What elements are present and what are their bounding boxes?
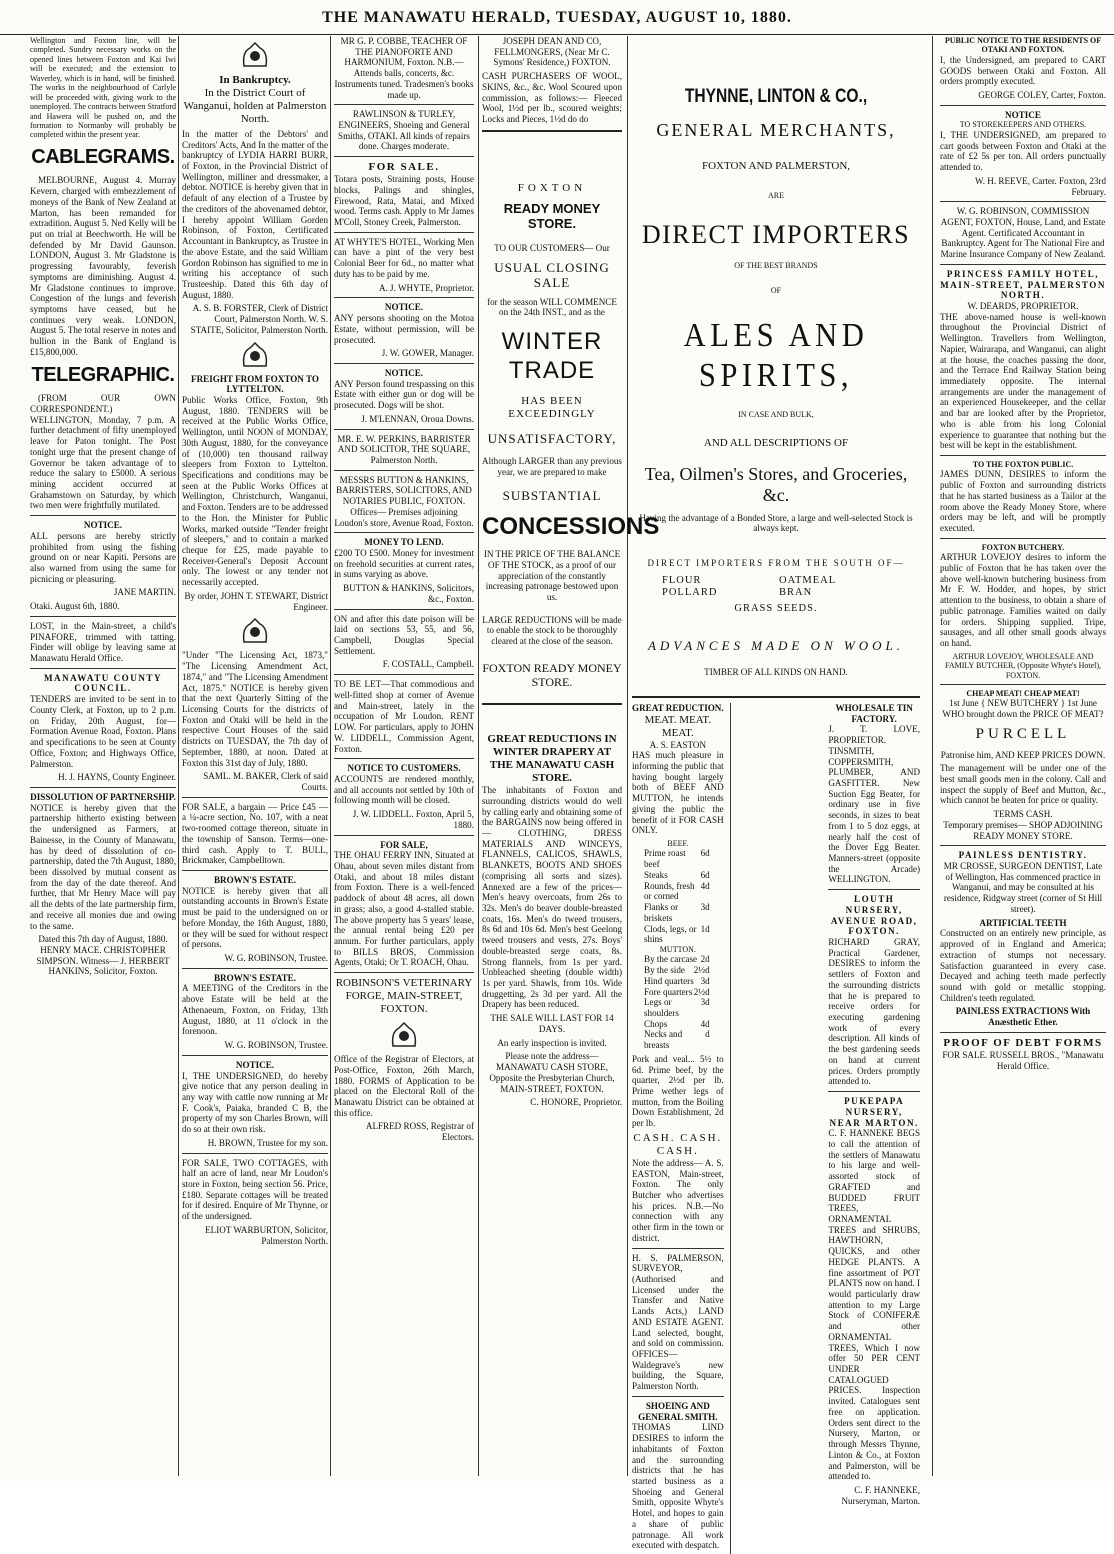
- winter-trade-title: WINTER TRADE: [501, 328, 603, 384]
- robinson-agent-ad: W. G. ROBINSON, COMMISSION AGENT, FOXTON, House, Land, and Estate Agent. Certificated Accountant in Bankruptcy. Agent for The National Fire and Marine Insurance Company of New Zealand.: [940, 206, 1106, 260]
- notice-heading: NOTICE.: [235, 1059, 275, 1070]
- price-row: [632, 987, 724, 998]
- general-merchants: GENERAL MERCHANTS,: [656, 120, 896, 141]
- meat-extra-prices: Pork and veal... 5½ to 6d. Prime beef, by the quarter, 2½d per lb. Prime wether legs of mutton, from the Boiling Down Establishment, 2d per lb.: [632, 1053, 724, 1129]
- exceedingly-line: HAS BEEN EXCEEDINGLY: [508, 394, 596, 420]
- of-label: OF: [770, 286, 782, 296]
- price-item: Chops: [644, 1018, 668, 1029]
- dunn-text: JAMES DUNN, DESIRES to inform the public of Foxton and surrounding districts that he has started business as a Tailor at the room above the Ready Money Store, where orders may be left, and will be promptly executed.: [940, 469, 1106, 534]
- price-row: [632, 954, 724, 965]
- premises-line: Temporary premises— SHOP ADJOINING READY MONEY STORE.: [943, 819, 1103, 841]
- browns-signature: W. G. ROBINSON, Trustee.: [224, 953, 328, 964]
- foxton-label: FOXTON: [517, 181, 587, 194]
- south-importers: DIRECT IMPORTERS FROM THE SOUTH OF—: [647, 558, 905, 569]
- notice-heading: NOTICE: [1005, 109, 1041, 120]
- price-value: d: [705, 1029, 710, 1040]
- teeth-text: Constructed on an entirely new principle, as approved of in England and America; extraction of stumps not necessary. Satisfaction guaranteed in every case. Decayed and aching teeth made perfectly sound with gold or metallic stopping. Children's teeth regulated.: [940, 928, 1106, 1003]
- mutton-price-list: [632, 954, 724, 1050]
- lower-ads: [632, 703, 920, 1554]
- sale-duration: THE SALE WILL LAST FOR 14 DAYS.: [490, 1013, 614, 1034]
- poison-notice: ON and after this date poison will be laid on sections 53, 55, and 56, Campbell, Douglas Special Settlement.: [334, 613, 474, 656]
- customers-signature: J. W. LIDDELL. Foxton, April 5, 1880.: [352, 809, 474, 830]
- case-bulk: IN CASE AND BULK,: [738, 409, 814, 419]
- licensing-text: "Under "The Licensing Act, 1873," "The Licensing Amendment Act, 1874," and "The Licensing Amendment Act, 1875." NOTICE is hereby given that the next Quarterly Sitting of the Licensing Courts for the districts of Foxton and Otaki will be held in the respective Court Houses of the said districts on TUESDAY, the 7th day of September, 1880, at noon. Dated at Foxton this 31st day of July, 1880.: [182, 650, 328, 768]
- column-rule: [330, 36, 331, 1476]
- tin-factory-text: J. T. LOVE, PROPRIETOR. TINSMITH, COPPERSMITH, PLUMBER, AND GASFITTER. New Suction Egg Beater, for ordinary use in five seconds, in sizes to beat from 1 to 5 doz eggs, at nearly half the cost of the Dover Egg Beater. Manners-street (opposite the Arcade) WELLINGTON.: [828, 724, 921, 885]
- dunn-heading: TO THE FOXTON PUBLIC.: [972, 460, 1074, 470]
- dissolution-text: NOTICE is hereby given that the partnership hitherto existing between the undersigned as Farmers, at Bainesse, in the County of Manawatu, has by deed of dissolution of co-partnership, dated the 7th August, 1880, been dissolved by mutual consent as from the day of the date thereof. And further, that Mr Henry Mace will pay all the debts of the late partnership firm, and receive all monies due and owing to the same.: [30, 802, 176, 931]
- foxton-rms-footer: FOXTON READY MONEY STORE.: [482, 660, 622, 690]
- ads-divider: [730, 703, 823, 1554]
- bonded-store-text: Having the advantage of a Bonded Store, a large and well-selected Stock is always kept.: [639, 512, 913, 534]
- council-text: TENDERS are invited to be sent in to County Clerk, at Foxton, up to 2 p.m. on Friday, 20th August, for— Formation Avenue Road, Foxton. Plans and specifications to be seen at County Office, Foxton; and Highways Office, Palmerston.: [30, 694, 176, 769]
- substantial-line: SUBSTANTIAL: [502, 487, 602, 503]
- customers-line: TO OUR CUSTOMERS— Our: [494, 243, 610, 254]
- lind-heading: SHOEING AND GENERAL SMITH.: [638, 1400, 718, 1422]
- drapery-text: The inhabitants of Foxton and surrounding districts would do well by calling early and obtaining some of the BARGAINS now being offered in— CLOTHING, DRESS MATERIALS AND WINCEYS, FLANNELS, CALICOS, SHAWLS, BLANKETS, BOOTS AND SHOES (comprising all sorts and sizes). Annexed are a few of the prices— Men's heavy overcoats, from 26s to 32s. Men's do beaver double-breasted coats, 16s. Men's do tweed trousers, 8s 6d and 10s 6d. Men's best Geelong tweed trousers and vests, 27s. Boys' double-breasted serge coats, 8s. Strong flannels, from 1s per yard. Unbleached sheeting (double width) 1s per yard. Shawls, from 10s. Wide druggetting, 2s 3d per yard. All the Drapery has been reduced.: [482, 785, 622, 1010]
- browns-meeting: A MEETING of the Creditors in the above Estate will be held at the Athenaeum, Foxton, on Friday, 13th August, 1880, at 11 o'clock in the forenoon.: [182, 983, 328, 1037]
- notice-heading: NOTICE.: [83, 520, 123, 531]
- price-row: [632, 848, 724, 869]
- notice-heading: NOTICE.: [384, 302, 424, 313]
- winter-drapery-heading: GREAT REDUCTIONS IN WINTER DRAPERY AT THE MANAWATU CASH STORE.: [487, 733, 617, 785]
- cottage-signature: ELIOT WARBURTON, Solicitor, Palmerston North.: [205, 1224, 328, 1246]
- mutton-label: MUTTON.: [659, 944, 696, 954]
- new-butchery-line: 1st June { NEW BUTCHERY } 1st June: [949, 698, 1097, 709]
- cottage-sale: FOR SALE, TWO COTTAGES, with half an acre of land, near Mr Loudon's store in Foxton, being section 56. Price, £180. Separate cottages will be treated for if desired. Enquire of Mr Thynne, or of the undersigned.: [182, 1157, 328, 1222]
- column-rule: [627, 36, 628, 1476]
- ads-left: [632, 703, 724, 1554]
- price-item: Prime roast beef: [644, 848, 686, 870]
- inspection-invite: An early inspection is invited.: [497, 1037, 607, 1048]
- price-row: [632, 881, 724, 902]
- price-value: 3d: [700, 902, 710, 913]
- meat-heading: GREAT REDUCTION.: [632, 702, 724, 713]
- unsatisfactory-line: UNSATISFACTORY,: [487, 430, 617, 446]
- royal-crest-icon: [387, 1020, 421, 1050]
- extractions-line: PAINLESS EXTRACTIONS With Anæsthetic Ether.: [955, 1006, 1091, 1028]
- tea-groceries: Tea, Oilmen's Stores, and Groceries, &c.: [644, 464, 908, 506]
- whyte-ad: AT WHYTE'S HOTEL, Working Men can have a pint of the very best Colonial Beer for 6d., no matter what duty has to be paid by me.: [334, 236, 474, 279]
- bankruptcy-court: In the District Court of Wanganui, holden at Palmerston North.: [183, 86, 327, 125]
- masthead-title: THE MANAWATU HERALD, TUESDAY, AUGUST 10, 1880.: [322, 9, 792, 26]
- price-value: 3d: [700, 975, 710, 986]
- ferry-heading: FOR SALE,: [380, 839, 428, 850]
- timber-line: TIMBER OF ALL KINDS ON HAND.: [704, 667, 848, 678]
- notice-signature: JANE MARTIN.: [113, 587, 176, 598]
- browns-heading: BROWN'S ESTATE.: [213, 972, 297, 983]
- column-rule: [478, 36, 479, 1476]
- price-row: [632, 924, 724, 945]
- are-label: ARE: [768, 190, 784, 200]
- column-5: [632, 36, 921, 1551]
- price-value: 3d: [700, 997, 710, 1008]
- notice-date: Otaki. August 6th, 1880.: [30, 601, 120, 612]
- reductions-text: LARGE REDUCTIONS will be made to enable the stock to be thoroughly cleared at the close of the season.: [482, 614, 622, 647]
- price-row: [632, 965, 724, 976]
- price-value: 2½d: [693, 986, 710, 997]
- price-row: [632, 870, 724, 881]
- button-hankins-ad: MESSRS BUTTON & HANKINS, BARRISTERS, SOLICITORS, AND NOTARIES PUBLIC, FOXTON. Offices— Premises adjoining Loudon's store, Avenue Road, Foxton.: [334, 474, 474, 528]
- dentistry-text: MR CROSSE, SURGEON DENTIST, Late of Wellington, Has commenced practice in Wanganui, and may be consulted at his residence, Ridgway street (corner of St Hill street).: [943, 861, 1103, 914]
- telegraphic-heading: TELEGRAPHIC.: [31, 363, 175, 386]
- notice-signature: J. M'LENNAN, Oroua Downs.: [361, 413, 474, 424]
- column-rule: [932, 36, 933, 1476]
- notice-text: ANY Person found trespassing on this Estate with either gun or dog will be prosecuted. Dogs will be shot.: [334, 378, 474, 411]
- price-item: Clods, legs, or shins: [644, 923, 697, 945]
- price-value: 4d: [700, 1018, 710, 1029]
- price-value: 1d: [700, 923, 710, 934]
- poison-signature: F. COSTALL, Campbell.: [382, 659, 474, 670]
- column-6: [940, 36, 1106, 1476]
- price-item: By the carcase: [644, 954, 698, 965]
- price-value: 6d: [700, 848, 710, 859]
- ales-spirits: ALES AND SPIRITS,: [683, 316, 869, 394]
- price-value: 2d: [700, 954, 710, 965]
- dissolution-heading: DISSOLUTION OF PARTNERSHIP.: [30, 791, 176, 802]
- bankruptcy-text: In the matter of the Debtors' and Creditors' Acts, And In the matter of the bankruptcy of LYDIA HARRI BURR, of Foxton, in the Provincial District of Wellington, milliner and dressmaker, a debtor. NOTICE is hereby given that in default of any election of a Trustee by the creditors of the abovenamed debtor, I hereby appoint William Gorden Robinson, of Foxton, Certificated Accountant in Bankruptcy, as Trustee in the above Estate, and the said William Gordon Robinson has signified to me in writing his acceptance of such Trusteeship. Dated this 6th day of August, 1880.: [182, 128, 328, 300]
- notice-signature: H. BROWN, Trustee for my son.: [207, 1137, 328, 1148]
- browns-heading: BROWN'S ESTATE.: [213, 875, 297, 885]
- butchery-signature: ARTHUR LOVEJOY, WHOLESALE AND FAMILY BUTCHER, (Opposite Whyte's Hotel), FOXTON.: [944, 651, 1102, 680]
- all-descriptions: AND ALL DESCRIPTIONS OF: [703, 437, 849, 450]
- goods-item: FLOUR: [662, 574, 702, 586]
- column-3: [334, 36, 474, 1476]
- public-notice-heading: PUBLIC NOTICE TO THE RESIDENTS OF OTAKI AND FOXTON.: [944, 36, 1102, 55]
- forsale-text: Totara posts, Straining posts, House blocks, Palings and shingles, Firewood, Rata, Matai, and Mixed wood. Terms cash. Apply to Mr James M'Coll, Stoney Creek, Palmerston.: [334, 174, 474, 228]
- cablegrams-heading: CABLEGRAMS.: [31, 145, 175, 168]
- dean-text: CASH PURCHASERS OF WOOL, SKINS, &c., &c. Wool Scoured upon commission, as follows:— Fleeced Wool, 1½d per lb., scoured weights; Locks and Pieces, 1½d do do: [482, 71, 622, 125]
- royal-crest-icon: [238, 340, 272, 370]
- cablegrams-text: MELBOURNE, August 4. Murray Kevern, charged with embezzlement of moneys of the Bank of New Zealand at Marton, has been remanded for extradition. August 5. Ned Kelly will be put on trial at Beechworth. He will be defended by Mr David Gaunson. LONDON, August 3. Mr Gladstone is progressing favourably, feverish symptoms are diminishing. August 4. Mr Gladstone continues to improve. Congestion of the lungs and feverish symptoms have ceased, but he continues very weak. LONDON, August 5. The total reserve in notes and bullion in the Bank of England is £15,800,000.: [30, 175, 176, 357]
- ready-money-store-title: READY MONEY STORE.: [503, 200, 601, 232]
- beef-label: BEEF.: [667, 839, 689, 849]
- proof-forms-heading: PROOF OF DEBT FORMS: [943, 1036, 1103, 1049]
- column-1: [30, 36, 176, 1476]
- palmerson-ad: H. S. PALMERSON, SURVEYOR, (Authorised and Licensed under the Transfer and Native Lands Acts,) LAND AND ESTATE AGENT. Land selected, bought, and sold on commission. OFFICES—Waldegrave's new building, the Square, Palmerston North.: [632, 1252, 724, 1392]
- telegraphic-text: (FROM OUR OWN CORRESPONDENT.) WELLINGTON, Monday, 7 p.m. A further detachment of fifty unemployed leave for Paton tonight. The Post tonight urge that the present change of Governor be taken advantage of to reduce the salary to £5000. A serious mining accident occurred at Grahamstown on Saturday, by which two men were frightfully mutilated.: [30, 393, 176, 511]
- price-item: Steaks: [644, 869, 668, 880]
- forsale-heading: FOR SALE.: [368, 161, 440, 174]
- meat-signature: A. S. EASTON: [649, 739, 707, 750]
- goods-list: [632, 575, 920, 600]
- purcell-name: PURCELL: [975, 725, 1071, 742]
- best-brands: OF THE BEST BRANDS: [734, 260, 818, 270]
- pukepapa-signature: C. F. HANNEKE, Nurseryman, Marton.: [841, 1484, 921, 1506]
- freight-text: Public Works Office, Foxton, 9th August, 1880. TENDERS will be received at the Public Works Office, Wellington, until NOON of MONDAY, 30th August, 1880, for the conveyance of (10,000) ten thousand railway sleepers from Foxton to Lyttelton. Specifications and conditions may be seen at the Public Works Offices at Wellington, Christchurch, Wanganui, and Foxton. Tenders are to be addressed to the Hon. the Minister for Public Works, marked outside "Tender freight of sleepers," and to contain a marked cheque for £25, made payable to Receiver-General's Deposit Account only. The lowest or any tender not necessarily accepted.: [182, 394, 328, 588]
- princess-text: THE above-named house is well-known throughout the Provincial District of Wellington. Travellers from Wellington, Napier, Wairarapa, and Wanganui, can alight at the house, the coaches passing the door, and the Terrace End Railway Station being immediately opposite. The internal arrangements are under the management of an experienced Housekeeper, and the cellar and bar are looked after by the Proprietor, who is able from his long Colonial experience to guarantee that nothing but the best will be kept in the establishment.: [940, 311, 1106, 451]
- price-value: 2½d: [693, 965, 710, 976]
- bankruptcy-heading: In Bankruptcy.: [219, 74, 291, 86]
- bankruptcy-signature: A. S. B. FORSTER, Clerk of District Court, Palmerston North. W. S. STAITE, Solicitor, Palmerston North.: [190, 303, 328, 335]
- cheap-meat-heading: CHEAP MEAT! CHEAP MEAT!: [966, 689, 1080, 698]
- price-item: Flanks or briskets: [644, 902, 679, 923]
- price-value: 6d: [700, 869, 710, 880]
- meat-subheading: MEAT. MEAT. MEAT.: [644, 713, 712, 739]
- tolet-ad: TO BE LET—That commodious and well-fitted shop at corner of Avenue and Main-street, lately in the occupation of Mr Loudon. RENT LOW. For particulars, apply to JOHN W. LIDDELL, Commission Agent, Foxton.: [334, 679, 474, 754]
- whyte-signature: A. J. WHYTE, Proprietor.: [378, 282, 474, 293]
- robinson-forge-ad: ROBINSON'S VETERINARY FORGE, MAIN-STREET, FOXTON.: [335, 977, 473, 1016]
- ads-right: [828, 703, 920, 1554]
- money-heading: MONEY TO LEND.: [364, 537, 444, 548]
- lind-text: THOMAS LIND DESIRES to inform the inhabitants of Foxton and the surrounding districts that he has started business as a Shoeing and General Smith, opposite Whyte's Hotel, and hopes to gain a share of public patronage. All work executed with despatch.: [632, 1422, 724, 1551]
- advances-wool: ADVANCES MADE ON WOOL.: [647, 637, 905, 653]
- pukepapa-text: C. F. HANNEKE BEGS to call the attention of the settlers of Manawatu to his large and well-assorted stock of GRAFTED and BUDDED FRUIT TREES, ORNAMENTAL TREES and SHRUBS, HAWTHORN, QUICKS, and other HEDGE PLANTS. A fine assortment of POT PLANTS now on hand. I would particularly draw attention to my Large Stock of CONIFERÆ and other ORNAMENTAL TREES, Which I now offer 50 PER CENT UNDER CATALOGUED PRICES. Inspection invited. Catalogues sent free on application. Orders sent direct to the Nursery, Marton, or through Messrs Thynne, Linton & Co., at Foxton and Palmerston, will be attended to.: [828, 1128, 921, 1482]
- price-item: Rounds, fresh or corned: [644, 880, 695, 902]
- freight-signature: By order, JOHN T. STEWART, District Engineer.: [184, 590, 328, 612]
- royal-crest-icon: [238, 40, 272, 70]
- price-row: [632, 976, 724, 987]
- cash-store-address: Please note the address— MANAWATU CASH STORE, Opposite the Presbyterian Church, MAIN-STREET, FOXTON.: [489, 1051, 615, 1094]
- patronise-line: Patronise him, AND KEEP PRICES DOWN.: [940, 749, 1106, 760]
- forsale-section: FOR SALE, a bargain — Price £45 — a ¼-acre section, No. 107, with a neat two-roomed cottage thereon, situate in the township of Sanson. Terms—one-third cash. Apply to T. BULL, Brickmaker, Campbelltown.: [182, 801, 328, 866]
- dean-heading: JOSEPH DEAN AND CO, FELLMONGERS, (Near Mr C. Symons' Residence,) FOXTON.: [493, 36, 611, 68]
- licensing-signature: SAML. M. BAKER, Clerk of said Courts.: [203, 771, 328, 792]
- news-lead: Wellington and Foxton line, will be completed. Sundry necessary works on the opened lines between Foxton and Kai Iwi will be executed; and the extension to Waverley, which is in hand, will be finished. The works in the neighbourhood of Carlyle will be proceeded with, giving work to the unemployed. The contracts between Stratford and Hawera will be pushed on, and the formation to Normanby will probably be completed within the present year.: [30, 36, 176, 140]
- price-item: Hind quarters: [644, 975, 694, 986]
- customers-text: ACCOUNTS are rendered monthly, and all accounts not settled by 10th of following month will be closed.: [334, 773, 474, 806]
- price-row: [632, 902, 724, 923]
- louth-heading: LOUTH NURSERY, AVENUE ROAD, FOXTON.: [830, 894, 918, 937]
- terms-cash: TERMS CASH.: [993, 809, 1053, 820]
- goods-item: POLLARD: [662, 587, 718, 599]
- goods-item: OATMEAL: [779, 574, 837, 586]
- cobbe-ad: MR G. P. COBBE, TEACHER OF THE PIANOFORTE AND HARMONIUM, Foxton. N.B.—Attends balls, concerts, &c. Instruments tuned. Tradesmen's books made up.: [334, 36, 474, 100]
- ferry-text: THE OHAU FERRY INN, Situated at Ohau, about seven miles distant from Otaki, and about 18 miles distant from Foxton. There is a well-fenced paddock of about 48 acres, all down in grass; also, a good 4-stalled stable. The above property has 5 years' lease, the annual rental being £20 per annum. For further particulars, apply to BILLS BROS, Commission Agents, Otaki; Or T. ROACH, Ohau.: [334, 850, 474, 968]
- pukepapa-heading: PUKEPAPA NURSERY, NEAR MARTON.: [829, 1096, 919, 1128]
- notice-text: ALL persons are hereby strictly prohibited from using the fishing ground on or near Kapiti. Persons are also warned from using the same for picnicing or pleasuring.: [30, 530, 176, 584]
- price-row: [632, 1019, 724, 1030]
- princess-proprietor: W. DEARDS, PROPRIETOR.: [967, 300, 1079, 311]
- butchery-heading: FOXTON BUTCHERY.: [981, 542, 1065, 552]
- public-notice-text: I, the Undersigned, am prepared to CART GOODS between Otaki and Foxton. All orders promptly executed.: [940, 54, 1106, 87]
- butchery-text: ARTHUR LOVEJOY desires to inform the public of Foxton that he has taken over the above well-known butchering business from Mr F. W. Hodder, and hopes, by strict attention to the business, to obtain a share of public patronage. Families waited on daily for orders. Shipping supplied. Tripe, sausages, and all other small goods always on hand.: [940, 552, 1106, 648]
- dentistry-heading: PAINLESS DENTISTRY.: [958, 850, 1088, 861]
- although-line: Although LARGER than any previous year, we are prepared to make: [482, 456, 622, 477]
- price-item: By the side: [644, 965, 685, 976]
- closing-sale-title: USUAL CLOSING SALE: [494, 260, 610, 291]
- dissolution-signature: Dated this 7th day of August, 1880. HENRY MACE. CHRISTOPHER SIMPSON. Witness— J. HERBERT HANKINS, Solicitor, Foxton.: [36, 934, 170, 977]
- meat-text: HAS much pleasure in informing the public that having bought largely both of BEEF AND MUTTON, he intends giving the public the benefit of it FOR CASH ONLY.: [632, 750, 724, 836]
- column-rule: [178, 36, 179, 1476]
- lost-notice: LOST, in the Main-street, a child's PINAFORE, trimmed with tatting. Finder will oblige by leaving same at Manawatu Herald Office.: [30, 620, 176, 664]
- concessions-title: CONCESSIONS: [482, 512, 660, 540]
- perkins-ad: MR. E. W. PERKINS, BARRISTER AND SOLICITOR, THE SQUARE, Palmerston North.: [337, 433, 471, 465]
- firm-name: THYNNE, LINTON & CO.,: [684, 86, 868, 107]
- browns-meeting-signature: W. G. ROBINSON, Trustee.: [224, 1040, 328, 1051]
- cash-line: CASH. CASH. CASH.: [633, 1131, 723, 1157]
- teeth-heading: ARTIFICIAL TEETH: [979, 917, 1067, 928]
- customers-heading: NOTICE TO CUSTOMERS.: [347, 763, 461, 774]
- meat-address: Note the address— A. S. EASTON, Main-street, Foxton. The only Butcher who advertises his prices. N.B.—No connection with any other firm in the town or district.: [632, 1157, 724, 1243]
- price-item: Fore quarters: [644, 986, 693, 997]
- public-notice-signature: GEORGE COLEY, Carter, Foxton.: [978, 90, 1106, 101]
- grass-seeds: GRASS SEEDS.: [734, 603, 818, 615]
- who-line: WHO brought down the PRICE OF MEAT?: [942, 709, 1104, 720]
- price-value: 4d: [700, 880, 710, 891]
- goods-item: BRAN: [779, 587, 813, 599]
- notice-signature: J. W. GOWER, Manager.: [381, 348, 474, 359]
- registrar-text: Office of the Registrar of Electors, at Post-Office, Foxton, 26th March, 1880. FORMS of Application to be placed on the Electoral Roll of the Manawatu District can be obtained at this office.: [334, 1054, 474, 1118]
- notice-subheading: TO STOREKEEPERS AND OTHERS.: [959, 120, 1087, 130]
- tin-factory-heading: WHOLESALE TIN FACTORY.: [835, 702, 913, 724]
- price-row: [632, 1029, 724, 1050]
- freight-heading: FREIGHT FROM FOXTON TO LYTTELTON.: [191, 373, 319, 395]
- masthead: [0, 0, 1114, 35]
- price-item: Necks and breasts: [644, 1029, 683, 1051]
- money-signature: BUTTON & HANKINS, Solicitors, &c., Foxton.: [343, 583, 474, 604]
- direct-importers: DIRECT IMPORTERS: [641, 220, 911, 250]
- balance-text: IN THE PRICE OF THE BALANCE OF THE STOCK, as a proof of our appreciation of the constantly increasing patronage bestowed upon us.: [483, 549, 621, 603]
- beef-price-list: [632, 848, 724, 944]
- firm-location: FOXTON AND PALMERSTON,: [701, 159, 851, 172]
- money-text: £200 TO £500. Money for investment on freehold securities at current rates, in sums varying as above.: [334, 548, 474, 580]
- column-2: [182, 36, 328, 1476]
- price-item: Legs or shoulders: [644, 997, 679, 1018]
- council-signature: H. J. HAYNS, County Engineer.: [58, 772, 176, 783]
- royal-crest-icon: [238, 616, 272, 646]
- princess-hotel-heading: PRINCESS FAMILY HOTEL, MAIN-STREET, PALMERSTON NORTH.: [940, 268, 1106, 301]
- notice-heading: NOTICE.: [384, 367, 424, 378]
- notice-text: I, THE UNDERSIGNED, do hereby give notice that any person dealing in any way with cattle now running at Mr F. Cook's, Paiaka, branded C B, the property of my son Charles Brown, will do so at their own risk.: [182, 1070, 328, 1135]
- notice-text: I, THE UNDERSIGNED, am prepared to cart goods between Foxton and Otaki at the rate of £2 5s per ton. All orders punctually attended to.: [940, 129, 1106, 173]
- browns-text: NOTICE is hereby given that all outstanding accounts in Brown's Estate must be paid to the undersigned on or before Monday, the 16th August, 1880, or they will be sued for without respect of persons.: [182, 885, 328, 950]
- notice-text: ANY persons shooting on the Motoa Estate, without permission, will be prosecuted.: [334, 313, 474, 345]
- cash-store-signature: C. HONORE, Proprietor.: [530, 1097, 622, 1108]
- council-heading: MANAWATU COUNTY COUNCIL.: [43, 672, 163, 694]
- price-row: [632, 997, 724, 1018]
- proof-forms-sub: FOR SALE. RUSSELL BROS., "Manawatu Herald Office.: [942, 1049, 1104, 1071]
- registrar-signature: ALFRED ROSS, Registrar of Electors.: [365, 1121, 474, 1143]
- season-text: for the season WILL COMMENCE on the 24th INST., and as the: [487, 296, 617, 318]
- notice-signature: W. H. REEVE, Carter. Foxton, 23rd February.: [974, 175, 1106, 197]
- purcell-text: The management will be under one of the best small goods men in the colony. Call and inspect the supply of Beef and Mutton, &c., which cannot be beaten for price or quality.: [940, 763, 1106, 806]
- rawlinson-ad: RAWLINSON & TURLEY, ENGINEERS, Shoeing and General Smiths, OTAKI. All kinds of repairs done. Charges moderate.: [338, 109, 470, 152]
- louth-text: RICHARD GRAY, Practical Gardener, DESIRES to inform the settlers of Foxton and the surrounding districts that he is prepared to receive orders for executing gardening work of every description. All kinds of the best gardening seeds on hand at current prices. Orders promptly attended to.: [828, 937, 921, 1087]
